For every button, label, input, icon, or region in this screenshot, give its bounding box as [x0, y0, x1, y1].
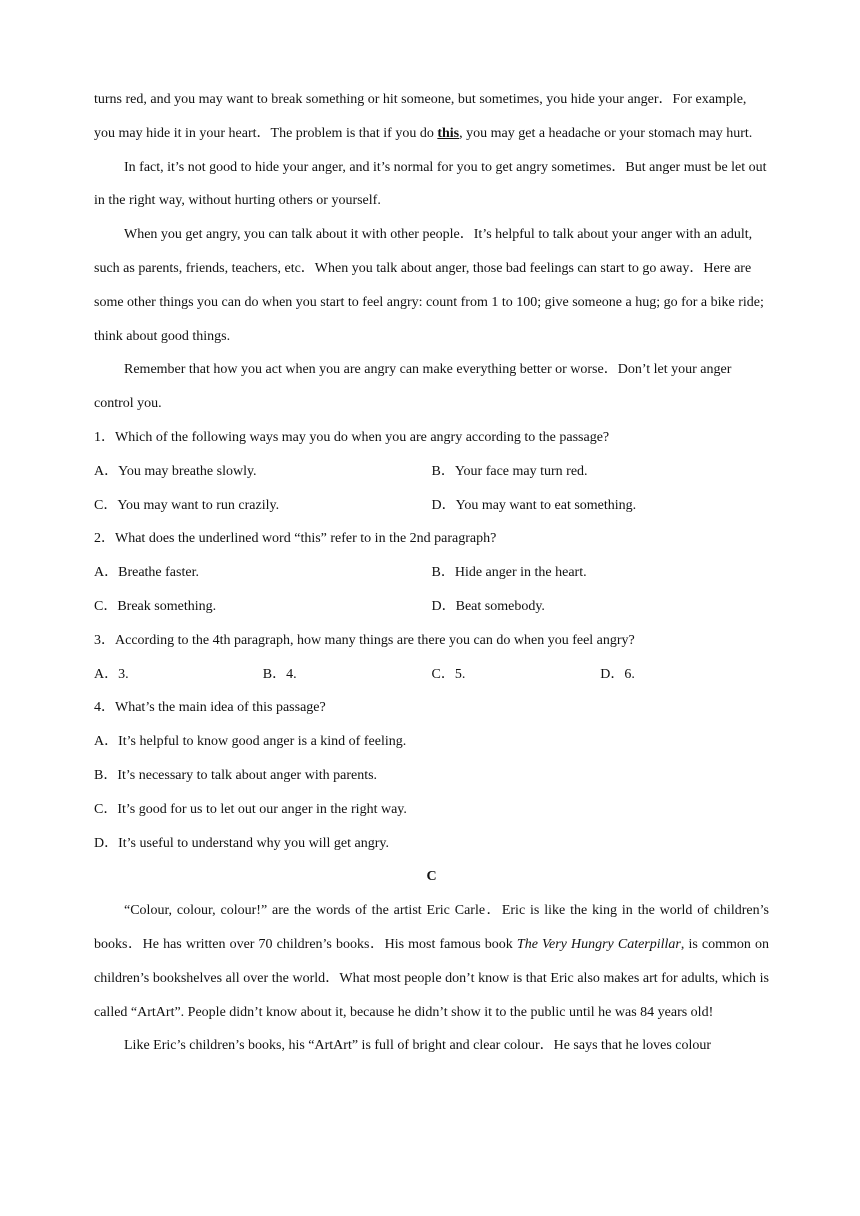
passage-b-paragraph-2: In fact, it’s not good to hide your anger, and it’s normal for you to get angry sometimes．But anger must be let out in the right way, without hurting others or yourself. [94, 159, 767, 209]
question-2-stem: 2．What does the underlined word “this” refer to in the 2nd paragraph? [94, 531, 497, 547]
option-a: A．You may breathe slowly. [94, 463, 257, 479]
option-c: C．Break something. [94, 598, 217, 614]
question-3-options-row [94, 658, 769, 692]
question-1-stem: 1．Which of the following ways may you do when you are angry according to the passage? [94, 429, 610, 445]
option-c: C．5. [431, 666, 466, 682]
option-d: D．6. [600, 666, 635, 682]
option-d: D．You may want to eat something. [431, 497, 637, 513]
option-b: B．Your face may turn red. [431, 463, 588, 479]
question-3-stem: 3．According to the 4th paragraph, how many things are there you can do when you feel angry? [94, 632, 635, 648]
section-heading-c: C [426, 869, 437, 885]
passage-c-paragraph-1 [94, 894, 769, 1029]
paragraph-text: “Colour, colour, colour!” are the words of the artist Eric Carle．Eric is like the king in the world of children’s books．He has written over 70 children’s books．His most famous book [94, 903, 769, 952]
paragraph-text: , is common on children’s bookshelves all over the world．What most people don’t know is that Eric also makes art for adults, which is called “ArtArt”. People didn’t know about it, because he didn’t show it to the public until he was 84 years old! [94, 936, 769, 1020]
option-b: B．Hide anger in the heart. [431, 565, 587, 581]
option-b: B．It’s necessary to talk about anger with parents. [94, 767, 378, 783]
passage-c-paragraph-2: Like Eric’s children’s books, his “ArtArt” is full of bright and clear colour．He says that he loves colour [124, 1038, 712, 1054]
question-1-options-row-2 [94, 489, 769, 523]
passage-b-paragraph-3: When you get angry, you can talk about it with other people．It’s helpful to talk about your anger with an adult, such as parents, friends, teachers, etc．When you talk about anger, those bad feelings can start to go away．Here are some other things you can do when you start to feel angry: count from 1 to 100; give someone a hug; go for a bike ride; think about good things. [94, 227, 764, 344]
passage-b-paragraph-1 [94, 83, 769, 151]
option-c: C．It’s good for us to let out our anger in the right way. [94, 801, 407, 817]
option-b: B．4. [262, 666, 297, 682]
question-2-options-row-2 [94, 590, 769, 624]
option-a: A．Breathe faster. [94, 565, 199, 581]
option-c: C．You may want to run crazily. [94, 497, 280, 513]
underlined-word-this: this [437, 125, 460, 141]
paragraph-text: turns red, and you may want to break something or hit someone, but sometimes, you hide your anger．For example, you may hide it in your heart．The problem is that if you do [94, 92, 747, 141]
paragraph-text: , you may get a headache or your stomach may hurt. [459, 125, 753, 141]
option-d: D．Beat somebody. [431, 598, 545, 614]
document-page [94, 83, 769, 1063]
passage-b-paragraph-4: Remember that how you act when you are angry can make everything better or worse．Don’t let your anger control you. [94, 362, 732, 412]
question-2-options-row-1 [94, 556, 769, 590]
option-d: D．It’s useful to understand why you will get angry. [94, 835, 389, 851]
option-a: A．3. [94, 666, 129, 682]
question-4-stem: 4．What’s the main idea of this passage? [94, 700, 326, 716]
question-1-options-row-1 [94, 455, 769, 489]
book-title: The Very Hungry Caterpillar [516, 936, 681, 952]
option-a: A．It’s helpful to know good anger is a kind of feeling. [94, 734, 407, 750]
